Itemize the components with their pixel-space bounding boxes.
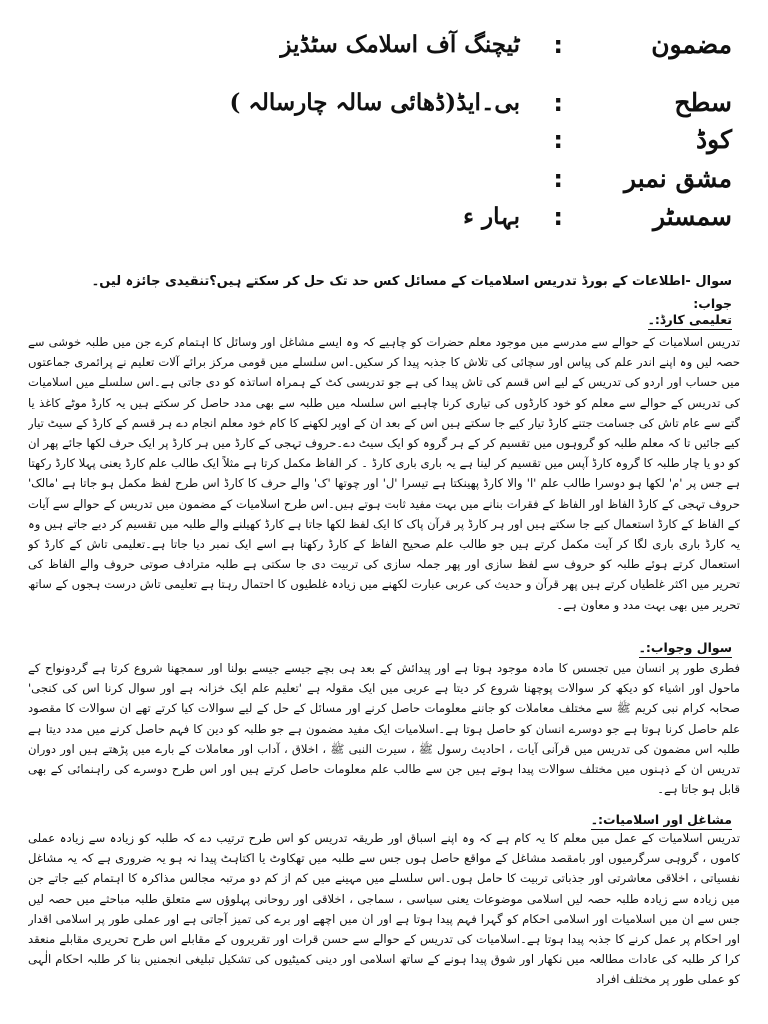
assignment-row — [0, 162, 768, 196]
level-value: بی۔ایڈ(ڈھائی سالہ چارسالہ ) — [229, 89, 520, 116]
section-paragraph-activities: تدریس اسلامیات کے عمل میں معلم کا یہ کام ہے کہ وہ اپنے اسباق اور طریقہ تدریس کو اس طرح ترتیب دے کہ طلبہ کو زیادہ سے زیادہ عملی کاموں ، گروہی سرگرمیوں اور بامقصد مشاغل کے مواقع حاصل ہوں جس سے طلبہ میں تھکاوٹ یا اکتاہٹ پیدا نہ ہو یہ ضروری ہے کہ یہ مشاغل نفسیاتی ، اخلاقی معاشرتی اور جذباتی تربیت کا حامل ہوں۔اس سلسلے میں مہینے میں کم از کم دو مرتبہ مجالس مذاکرہ کا اہتمام کیے جاتے جن میں زیادہ سے زیادہ طلبہ حصہ لیں اسلامی موضوعات یعنی سیاسی ، سماجی ، اخلاقی اور روحانی پہلوؤں سے متعلق طلبہ مباحثے میں حصہ لیں جس سے ان میں اسلامیات اور اسلامی احکام کو گہرا فہم پیدا ہوتا ہے اور ان میں اچھے اور برے کی تمیز آجاتی ہے اور عملی طور پر اسلامی اقدار اور احکام پر عمل کرنے کا جذبہ پیدا ہوتا ہے۔اسلامیات کی تدریس کے حوالے سے حسن قرات اور تقریروں کے مقابلے اس طرح تحریری مقابلے منعقد کرا کر طلبہ کی عادات مطالعہ میں نکھار اور شوق پیدا ہونے کے ساتھ اسلامی اور دینی کمیٹیوں کی تشکیل تبلیغی انجمنیں بنا کر طلبہ احکام الٰہی کو عملی طور پر مختلف افراد — [28, 831, 740, 987]
level-colon: : — [553, 89, 563, 117]
code-row — [0, 123, 768, 157]
section-heading-cards: تعلیمی کارڈ:۔ — [648, 312, 732, 330]
subject-colon: : — [553, 31, 563, 59]
subject-label: مضمون — [651, 30, 732, 59]
code-colon: : — [553, 126, 563, 154]
answer-label: جواب: — [693, 296, 732, 311]
section-paragraph-cards: تدریس اسلامیات کے حوالے سے مدرسے میں موجود معلم حضرات کو چاہیے کہ وہ ایسے مشاغل اور وسائل کا اہتمام کرے جن میں طلبہ خوشی سے حصہ لیں وہ اپنے اندر علم کی پیاس اور سچائی کی تلاش کا جذبہ پیدا کر سکیں۔اس سلسلے میں قومی مرکز برائے آلات تعلیم نے پرائمری جماعتوں میں حساب اور اردو کی تدریس کے لیے اس قسم کی تاش پیدا کی ہے جو تدریسی کٹ کے ہمراہ اساتذہ کو دی جاتی ہے۔اس سلسلے میں اسلامیات کی تدریس کے حوالے سے معلم کو خود کارڈوں کی تیاری کرنا چاہیے اس سلسلہ میں طلبہ سے بھی مدد حاصل کر سکتے ہیں یہ کارڈ موٹے کاغذ یا گتے سے عام تاش کی جسامت جتنے کارڈ تیار کیے جا سکتے ہیں اس کے بعد ان کے اوپر لکھنے کا کام خود معلم انجام دے ہر قسم کے کارڈ کے سیٹ تیار کیے جائیں تا کہ معلم طلبہ کو گروہوں میں تقسیم کر کے ہر گروہ کو ایک سیٹ دے۔حروف تہجی کے کارڈ میں ہر کارڈ پر ایک حرف لکھا جائے پھر ان کو دو یا چار طلبہ کا گروہ کارڈ آپس میں تقسیم کر لینا ہے یہ باری باری کارڈ ۔ کر الفاظ مکمل کرتا ہے مثلاً ایک طالب علم کارڈ یعنی پہلا کارڈ رکھتا ہے جس پر 'م' لکھا ہو دوسرا طالب علم 'ا' والا کارڈ پھینکتا ہے تیسرا 'ل' اور چوتھا 'ک' والے حرف کا کارڈ اس طرح لفظ مکمل ہو جاتا ہے 'مالک' حروف تہجی کے کارڈ الفاظ اور الفاظ کے فقرات بنانے میں بہت مفید ثابت ہوتے ہیں۔اس طرح اسلامیات کے مضمون میں تدریس کے حوالے سے آیات کے الفاظ کے کارڈ استعمال کیے جا سکتے ہیں اور ہر کارڈ پر قرآن پاک کا ایک لفظ لکھا جاتا ہے کارڈ کھیلنے والے طلبہ میں تقسیم کر دیے جاتے ہیں وہ یہ کارڈ باری باری لگا کر آیت مکمل کرتے ہیں جو طالب علم صحیح الفاظ کے کارڈ رکھتا ہے اسے ایک نمبر دیا جاتا ہے۔تعلیمی تاش کے کارڈ کو استعمال کرتے ہوئے طلبہ کو حروف سے لفظ سازی اور پھر جملہ سازی کی تربیت دی جا سکتی ہے طلبہ مترادف صوتی حروف والے الفاظ کی تحریر میں اکثر غلطیاں کرتے ہیں پھر قرآن و حدیث کی عربی عبارت لکھنے میں زیادہ غلطیوں کا احتمال رہتا ہے تعلیمی تاش درست ہجوں کے ساتھ تحریر میں بھی بہت مدد و معاون ہے۔ — [28, 335, 740, 612]
level-row — [0, 86, 768, 120]
level-label: سطح — [674, 88, 732, 117]
section-heading-qa: سوال وجواب:۔ — [639, 640, 732, 658]
semester-value: بہار ء — [463, 203, 520, 230]
question-prefix: سوال — [695, 274, 732, 289]
question-line — [32, 272, 732, 292]
assignment-label: مشق نمبر — [624, 164, 732, 193]
semester-label: سمسٹر — [652, 202, 732, 231]
subject-row — [0, 28, 768, 62]
question-text: -اطلاعات کے بورڈ تدریس اسلامیات کے مسائل کس حد تک حل کر سکتے ہیں؟تنقیدی جائزہ لیں۔ — [91, 274, 691, 289]
semester-colon: : — [553, 203, 563, 231]
code-label: کوڈ — [696, 125, 732, 154]
section-paragraph-qa: فطری طور پر انسان میں تجسس کا مادہ موجود ہوتا ہے اور پیدائش کے بعد ہی بچے جیسے جیسے بولنا اور سمجھنا شروع کرتا ہے گردونواح کے ماحول اور اشیاء کو دیکھ کر سوالات پوچھنا شروع کر دیتا ہے عربی میں ایک مقولہ ہے 'تعلیم علم ایک خزانہ ہے اور سوال کرنا اس کی کنجی' صحابہ کرام نبی کریم ﷺ سے مختلف معاملات کو جاننے معلومات حاصل کرنے اور مسائل کے حل کے لیے سوالات کیا کرتے تھے ان سوالات کا مقصود علم حاصل کرنا ہوتا ہے جو دوسرے انسان کو حاصل ہوتا ہے۔اسلامیات ایک مفید مضمون ہے جو طلبہ کو دین کا فہم حاصل کرنے میں مدد دیتا ہے طلبہ اس مضمون کی تدریس میں قرآنی آیات ، احادیث رسول ﷺ ، سیرت النبی ﷺ ، اخلاق ، آداب اور معاملات کے بارے میں پڑھتے ہیں اور دوران تدریس ان کے ذہنوں میں مختلف سوالات پیدا ہوتے ہیں جن سے طالب علم معلومات حاصل کرتے ہیں اور اس طرح دوسرے کی راہنمائی کے بھی قابل ہو جاتا ہے۔ — [28, 661, 740, 797]
subject-value: ٹیچنگ آف اسلامک سٹڈیز — [280, 31, 520, 58]
assignment-colon: : — [553, 165, 563, 193]
section-heading-activities: مشاغل اور اسلامیات:۔ — [591, 812, 732, 830]
semester-row — [0, 200, 768, 234]
